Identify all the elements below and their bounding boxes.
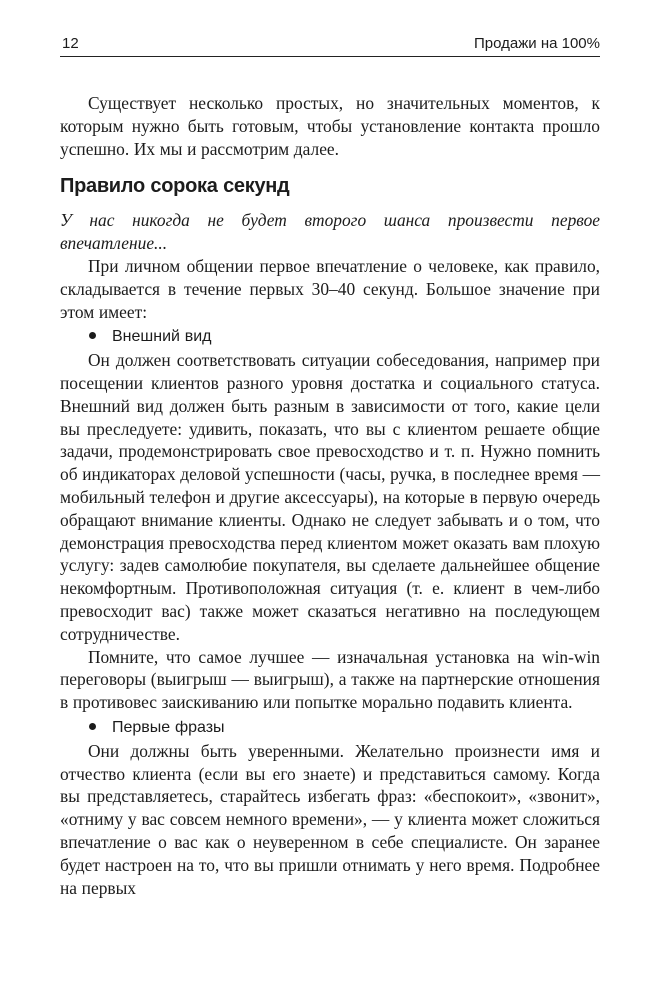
running-title: Продажи на 100%	[474, 35, 600, 52]
epigraph: У нас никогда не будет второго шанса произвести первое впечатление...	[60, 210, 600, 254]
paragraph-first-impression: При личном общении первое впечатление о человеке, как правило, складывается в течение первых 30–40 секунд. Большое значение при этом имеет:	[60, 255, 600, 322]
running-header	[60, 30, 600, 57]
paragraph-win-win: Помните, что самое лучшее — изначальная установка на win-win переговоры (выигрыш — выигрыш), а также на партнерские отношения в противовес заискиванию или попытке морально подавить клиента.	[60, 646, 600, 713]
bullet-dot-icon	[89, 723, 96, 730]
page-number: 12	[62, 35, 79, 52]
bullet-label: Внешний вид	[112, 328, 212, 346]
section-heading: Правило сорока секунд	[60, 175, 290, 198]
bullet-dot-icon	[89, 332, 96, 339]
bullet-label: Первые фразы	[112, 718, 225, 736]
bullet-item-first-phrases	[60, 715, 600, 740]
intro-paragraph: Существует несколько простых, но значительных моментов, к которым нужно быть готовым, чтобы установление контакта прошло успешно. Их мы и рассмотрим далее.	[60, 93, 600, 159]
paragraph-appearance: Он должен соответствовать ситуации собеседования, например при посещении клиентов разного уровня достатка и социального статуса. Внешний вид должен быть разным в зависимости от того, какие цели вы преследуете: удивить, показать, что вы с клиентом решаете общие задачи, продемонстрировать свое превосходство и т. п. Нужно помнить об индикаторах деловой успешности (часы, ручка, в последнее время — мобильный телефон и другие аксессуары), на которые в первую очередь обращают внимание клиенты. Однако не следует забывать и о том, что демонстрация превосходства перед клиентом может оказать вам плохую услугу: задев самолюбие покупателя, вы сделаете дальнейшее общение некомфортным. Противоположная ситуация (т. е. клиент в чем-либо превосходит вас) также может сказаться негативно на последующем сотрудничестве.	[60, 350, 601, 644]
page-body	[60, 92, 600, 899]
bullet-item-appearance	[60, 324, 600, 349]
paragraph-first-phrases: Они должны быть уверенными. Желательно произнести имя и отчество клиента (если вы его знаете) и представиться самому. Когда вы представляетесь, старайтесь избегать фраз: «беспокоит», «звонит», «отниму у вас совсем немного времени», — у клиента может сложиться впечатление о вас как о неуверенном в себе специалисте. Он заранее будет настроен на то, что вы пришли отнимать у него время. Подробнее на первых	[60, 740, 600, 898]
